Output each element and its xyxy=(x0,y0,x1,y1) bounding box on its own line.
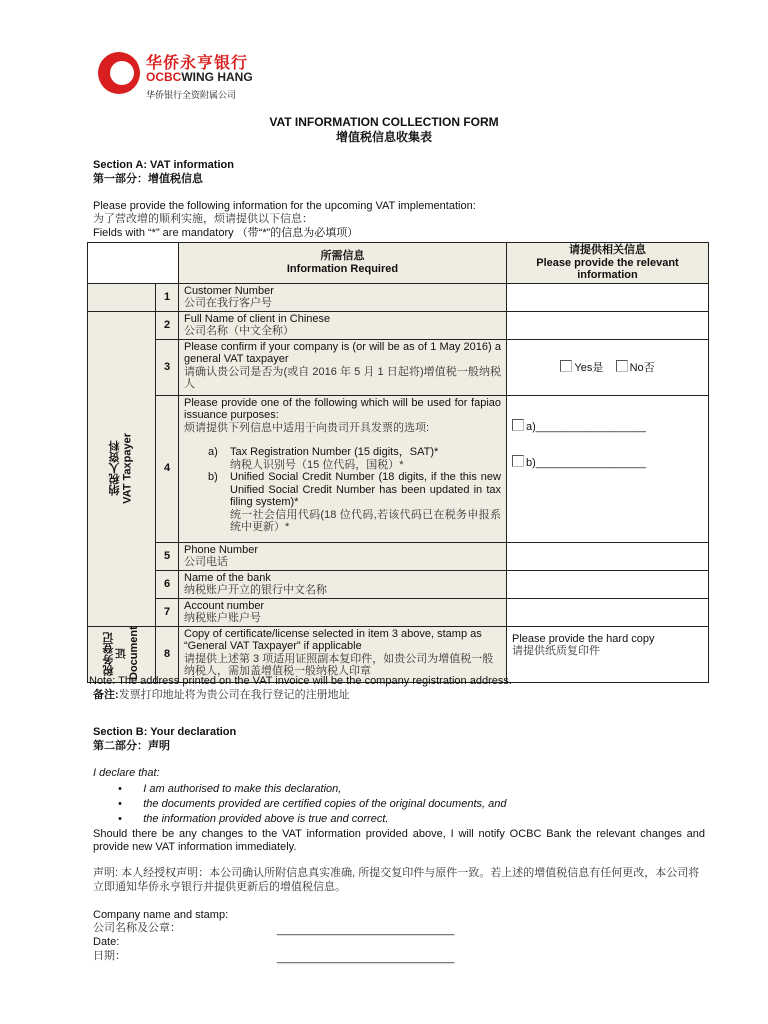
row-customer-number: Customer Number 公司在我行客户号 xyxy=(179,283,507,311)
row-number: 5 xyxy=(156,542,179,570)
logo-ocbc: OCBC xyxy=(146,70,182,84)
row-number: 4 xyxy=(156,395,179,542)
company-stamp-line[interactable]: _____________________________ xyxy=(277,924,455,936)
fapiao-options xyxy=(507,395,709,542)
hard-copy-cell: Please provide the hard copy 请提供纸质复印件 xyxy=(507,626,709,682)
declaration-cn: 声明: 本人经授权声明：本公司确认所附信息真实准确, 所提交复印件与原件一致。若上述的增值税信息有任何更改，本公司将立即通知华侨永亨银行并提供更新后的增值税信息。 xyxy=(93,867,700,893)
row-number: 1 xyxy=(156,283,179,311)
company-label-cn: 公司名称及公章： xyxy=(93,922,181,934)
row-certificate: Copy of certificate/license selected in item 3 above, stamp as “General VAT Taxpayer” if applicable 请提供上述第 3 项适用证照副本复印件，如贵公司为增值税一般纳税人，需加盖增值税一般纳税人印章 xyxy=(179,626,507,682)
row-bank-name: Name of the bank 纳税账户开立的银行中文名称 xyxy=(179,570,507,598)
section-b-title-cn: 第二部分：声明 xyxy=(93,740,170,752)
section-b-title: Section B: Your declaration xyxy=(93,726,237,738)
logo-en xyxy=(146,70,253,84)
row-number: 6 xyxy=(156,570,179,598)
row-number: 2 xyxy=(156,311,179,339)
logo-wing-hang: WING HANG xyxy=(181,70,253,84)
date-line[interactable]: _____________________________ xyxy=(277,952,455,964)
option-b-checkbox[interactable] xyxy=(512,455,524,467)
header-info-required: 所需信息 Information Required xyxy=(179,243,507,284)
section-a-title: Section A: VAT information xyxy=(93,159,234,171)
header-provide: 请提供相关信息 Please provide the relevant information xyxy=(507,243,709,284)
no-label: No否 xyxy=(629,361,655,374)
date-label-cn: 日期： xyxy=(93,950,126,962)
declaration-list: • I am authorised to make this declaration, • the documents provided are certified copies of the original documents, and • the information provided above is true and correct. xyxy=(118,783,507,825)
row-number: 8 xyxy=(156,626,179,682)
row-account-number: Account number 纳税账户账户号 xyxy=(179,598,507,626)
vat-info-table xyxy=(87,242,709,683)
company-label-en: Company name and stamp: xyxy=(93,909,229,921)
logo-cn: 华侨永亨银行 xyxy=(146,55,249,72)
intro-cn: 为了营改增的顺利实施，烦请提供以下信息： xyxy=(93,213,313,225)
logo-sub: 华侨银行全资附属公司 xyxy=(146,90,237,100)
note-cn: 备注:发票打印地址将为贵公司在我行登记的注册地址 xyxy=(93,689,350,701)
declare-intro: I declare that: xyxy=(93,767,160,779)
full-name-input[interactable] xyxy=(507,311,709,339)
form-title-cn: 增值税信息收集表 xyxy=(335,130,432,144)
bank-name-input[interactable] xyxy=(507,570,709,598)
option-b-field[interactable]: b)__________________ xyxy=(526,457,646,469)
row-phone: Phone Number 公司电话 xyxy=(179,542,507,570)
customer-number-input[interactable] xyxy=(507,283,709,311)
section-a-title-cn: 第一部分：增值税信息 xyxy=(93,173,203,185)
yes-label: Yes是 xyxy=(574,361,604,374)
changes-statement: Should there be any changes to the VAT information provided above, I will notify OCBC Bank the relevant changes and provide new VAT information immediately. xyxy=(93,828,705,853)
account-number-input[interactable] xyxy=(507,598,709,626)
group-document: 税务登记证 Document xyxy=(88,626,156,682)
row1-side xyxy=(88,283,156,311)
mandatory-note: Fields with “*” are mandatory （带“*”的信息为必填项） xyxy=(93,227,359,239)
row-fapiao: Please provide one of the following which will be used for fapiao issuance purposes: 烦请提供下列信息中适用于向贵司开具发票的选项: a) Tax Registration Number (15 digits，SAT)* 纳税人识别号（15 位代码，国税）* b) Unified Social Credit Number (18 digits, if the this new Unified Social Credit Number has been updated in tax filing system)* 统一社会信用代码(18 位代码,若该代码已在税务申报系统中更新）* xyxy=(179,395,507,542)
group-vat-taxpayer: 纳税人资料 VAT Taxpayer xyxy=(88,311,156,626)
row-number: 3 xyxy=(156,339,179,395)
intro-en: Please provide the following information for the upcoming VAT implementation: xyxy=(93,200,476,212)
phone-input[interactable] xyxy=(507,542,709,570)
yes-no-cell xyxy=(507,339,709,395)
yes-checkbox[interactable] xyxy=(560,360,572,372)
ocbc-wing-hang-logo xyxy=(98,48,258,104)
option-a-field[interactable]: a)__________________ xyxy=(526,420,646,433)
no-checkbox[interactable] xyxy=(616,360,628,372)
logo-mark-icon xyxy=(98,52,140,94)
note-en: Note: The address printed on the VAT invoice will be the company registration address. xyxy=(89,675,512,687)
row-number: 7 xyxy=(156,598,179,626)
row-full-name: Full Name of client in Chinese 公司名称（中文全称） xyxy=(179,311,507,339)
header-blank xyxy=(88,243,179,284)
form-title-en: VAT INFORMATION COLLECTION FORM xyxy=(269,115,499,129)
date-label-en: Date: xyxy=(93,936,120,948)
row-vat-taxpayer-confirm: Please confirm if your company is (or will be as of 1 May 2016) a general VAT taxpayer 请确认贵公司是否为(或自 2016 年 5 月 1 日起将)增值税一般纳税人 xyxy=(179,339,507,395)
option-a-checkbox[interactable] xyxy=(512,419,524,431)
